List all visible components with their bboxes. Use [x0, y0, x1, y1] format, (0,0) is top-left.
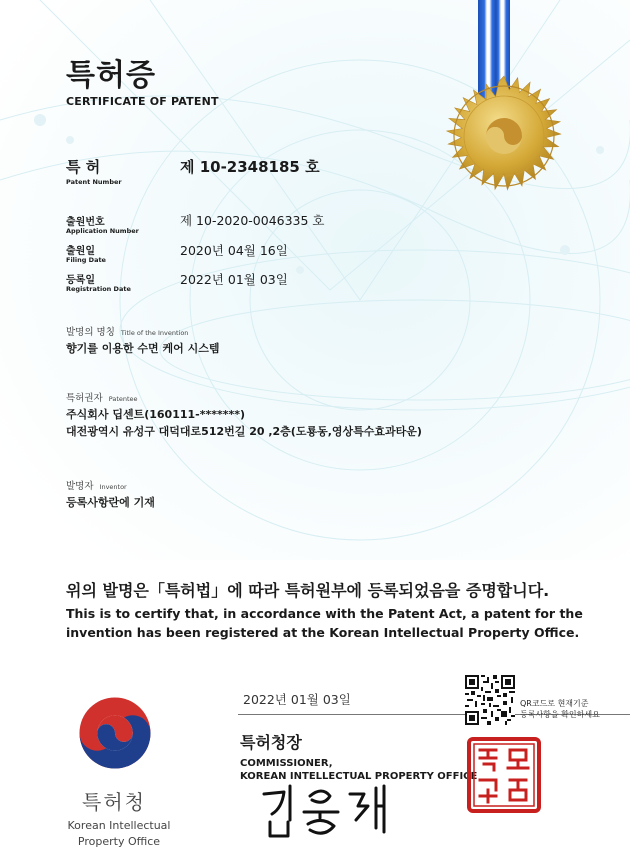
- office-name-en: [60, 818, 178, 850]
- page-subtitle: CERTIFICATE OF PATENT: [66, 95, 219, 108]
- gold-seal-icon: [424, 64, 584, 224]
- patentee-label: [66, 390, 138, 404]
- issue-date: 2022년 01월 03일: [243, 692, 351, 707]
- registration-date-label: 등록일: [66, 275, 95, 286]
- qr-code-icon[interactable]: [465, 675, 515, 725]
- inventor-value: 등록사항란에 기재: [66, 496, 155, 509]
- commissioner-signature: [258, 782, 398, 842]
- qr-caption: [520, 698, 620, 720]
- registration-date-value: 2022년 01월 03일: [180, 272, 288, 287]
- office-name-ko: 특허청: [82, 790, 146, 814]
- commissioner-en-line2: KOREAN INTELLECTUAL PROPERTY OFFICE: [240, 771, 478, 782]
- patent-number-value: 제 10-2348185 호: [180, 158, 320, 176]
- patentee-label-ko: 특허권자: [66, 393, 103, 404]
- qr-caption-line2: 등록사항을 확인하세요: [520, 710, 600, 719]
- office-name-en-line1: Korean Intellectual: [67, 819, 171, 832]
- invention-title-label-ko: 발명의 명칭: [66, 327, 115, 338]
- application-number-label-en: Application Number: [66, 227, 139, 235]
- inventor-label-en: Inventor: [99, 483, 127, 491]
- certification-statement-en: [66, 604, 586, 642]
- commissioner-en-line1: COMMISSIONER,: [240, 758, 333, 769]
- filing-date-label-en: Filing Date: [66, 256, 106, 264]
- filing-date-value: 2020년 04월 16일: [180, 243, 288, 258]
- patentee-name: 주식회사 딥센트(160111-*******): [66, 408, 246, 421]
- official-seal-stamp: [466, 736, 542, 814]
- kipo-logo-icon: [78, 696, 152, 770]
- office-name-en-line2: Property Office: [77, 835, 161, 848]
- qr-caption-line1: QR코드로 현재기준: [520, 699, 589, 708]
- invention-title-label-en: Title of the Invention: [120, 329, 189, 337]
- patentee-label-en: Patentee: [108, 395, 138, 403]
- commissioner-title-ko: 특허청장: [240, 733, 302, 752]
- certification-statement-ko: 위의 발명은「특허법」에 따라 특허원부에 등록되었음을 증명합니다.: [66, 581, 550, 600]
- invention-title-value: 향기를 이용한 수면 케어 시스템: [66, 342, 220, 355]
- patentee-address: 대전광역시 유성구 대덕대로512번길 20 ,2층(도룡동,영상특수효과타운): [66, 425, 422, 438]
- patent-number-label-en: Patent Number: [66, 178, 122, 186]
- page-title: 특허증: [66, 58, 156, 93]
- certification-en-line2: invention has been registered at the Korean Intellectual Property Office.: [66, 625, 580, 640]
- commissioner-title-en: [240, 757, 477, 783]
- registration-date-label-en: Registration Date: [66, 285, 131, 293]
- certification-en-line1: This is to certify that, in accordance with the Patent Act, a patent for the: [66, 606, 583, 621]
- application-number-label: 출원번호: [66, 217, 105, 228]
- patent-number-label: 특 허: [66, 158, 101, 176]
- filing-date-label: 출원일: [66, 246, 95, 257]
- invention-title-label: [66, 324, 188, 338]
- inventor-label-ko: 발명자: [66, 481, 94, 492]
- application-number-value: 제 10-2020-0046335 호: [180, 213, 325, 228]
- inventor-label: [66, 478, 127, 492]
